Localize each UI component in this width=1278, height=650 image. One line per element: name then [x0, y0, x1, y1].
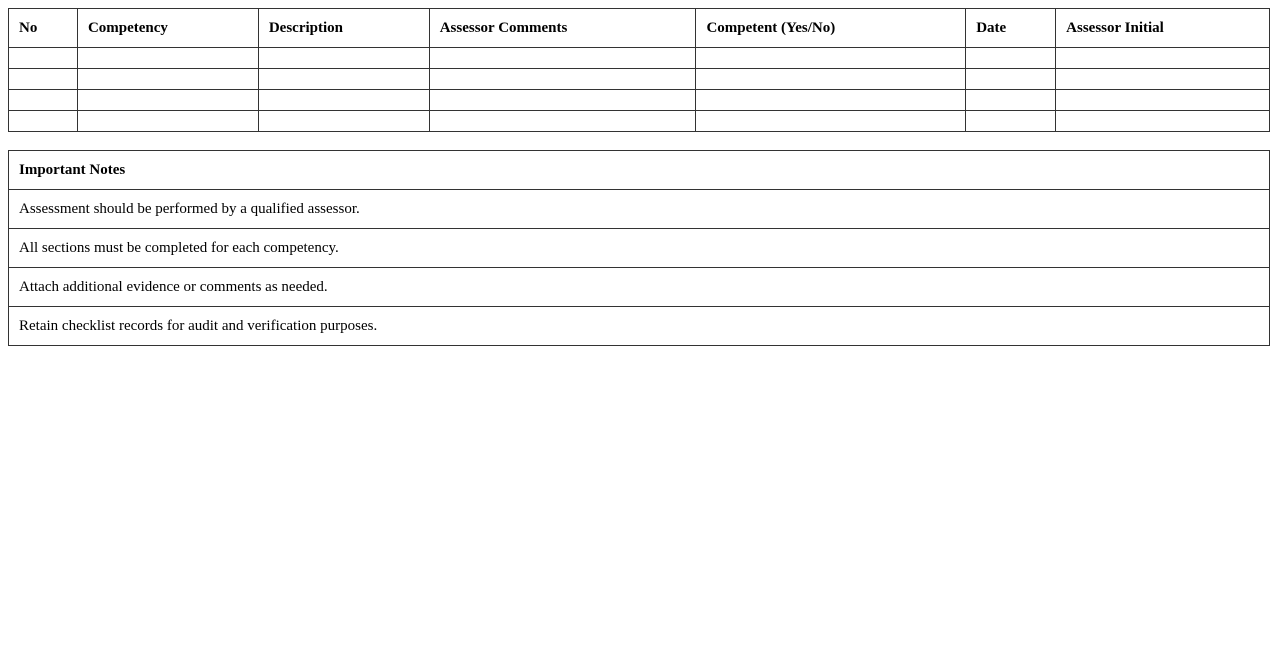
- table-cell[interactable]: [77, 69, 258, 90]
- table-cell[interactable]: [1056, 90, 1270, 111]
- notes-title: Important Notes: [9, 151, 1270, 190]
- header-competent: Competent (Yes/No): [696, 9, 966, 48]
- table-cell[interactable]: [429, 90, 696, 111]
- table-cell[interactable]: [966, 111, 1056, 132]
- note-item: Retain checklist records for audit and verification purposes.: [9, 307, 1270, 346]
- table-cell[interactable]: [429, 111, 696, 132]
- table-cell[interactable]: [77, 48, 258, 69]
- table-cell[interactable]: [9, 90, 78, 111]
- header-assessor-comments: Assessor Comments: [429, 9, 696, 48]
- table-cell[interactable]: [258, 48, 429, 69]
- table-cell[interactable]: [429, 48, 696, 69]
- important-notes-table: [8, 150, 1270, 346]
- table-cell[interactable]: [1056, 69, 1270, 90]
- table-row: [9, 48, 1270, 69]
- table-row: [9, 111, 1270, 132]
- header-competency: Competency: [77, 9, 258, 48]
- table-cell[interactable]: [258, 111, 429, 132]
- table-cell[interactable]: [1056, 48, 1270, 69]
- table-row: [9, 90, 1270, 111]
- header-no: No: [9, 9, 78, 48]
- table-cell[interactable]: [696, 111, 966, 132]
- note-item: All sections must be completed for each competency.: [9, 229, 1270, 268]
- table-cell[interactable]: [9, 69, 78, 90]
- table-cell[interactable]: [9, 111, 78, 132]
- table-cell[interactable]: [258, 69, 429, 90]
- note-item: Assessment should be performed by a qualified assessor.: [9, 190, 1270, 229]
- table-cell[interactable]: [966, 69, 1056, 90]
- table-cell[interactable]: [696, 69, 966, 90]
- table-cell[interactable]: [1056, 111, 1270, 132]
- header-assessor-initial: Assessor Initial: [1056, 9, 1270, 48]
- table-cell[interactable]: [696, 90, 966, 111]
- header-date: Date: [966, 9, 1056, 48]
- table-cell[interactable]: [258, 90, 429, 111]
- header-row: [9, 9, 1270, 48]
- table-cell[interactable]: [77, 111, 258, 132]
- note-item: Attach additional evidence or comments as needed.: [9, 268, 1270, 307]
- table-cell[interactable]: [9, 48, 78, 69]
- table-cell[interactable]: [696, 48, 966, 69]
- table-row: [9, 69, 1270, 90]
- header-description: Description: [258, 9, 429, 48]
- table-cell[interactable]: [429, 69, 696, 90]
- table-cell[interactable]: [966, 48, 1056, 69]
- table-cell[interactable]: [966, 90, 1056, 111]
- table-cell[interactable]: [77, 90, 258, 111]
- competency-checklist-table: [8, 8, 1270, 132]
